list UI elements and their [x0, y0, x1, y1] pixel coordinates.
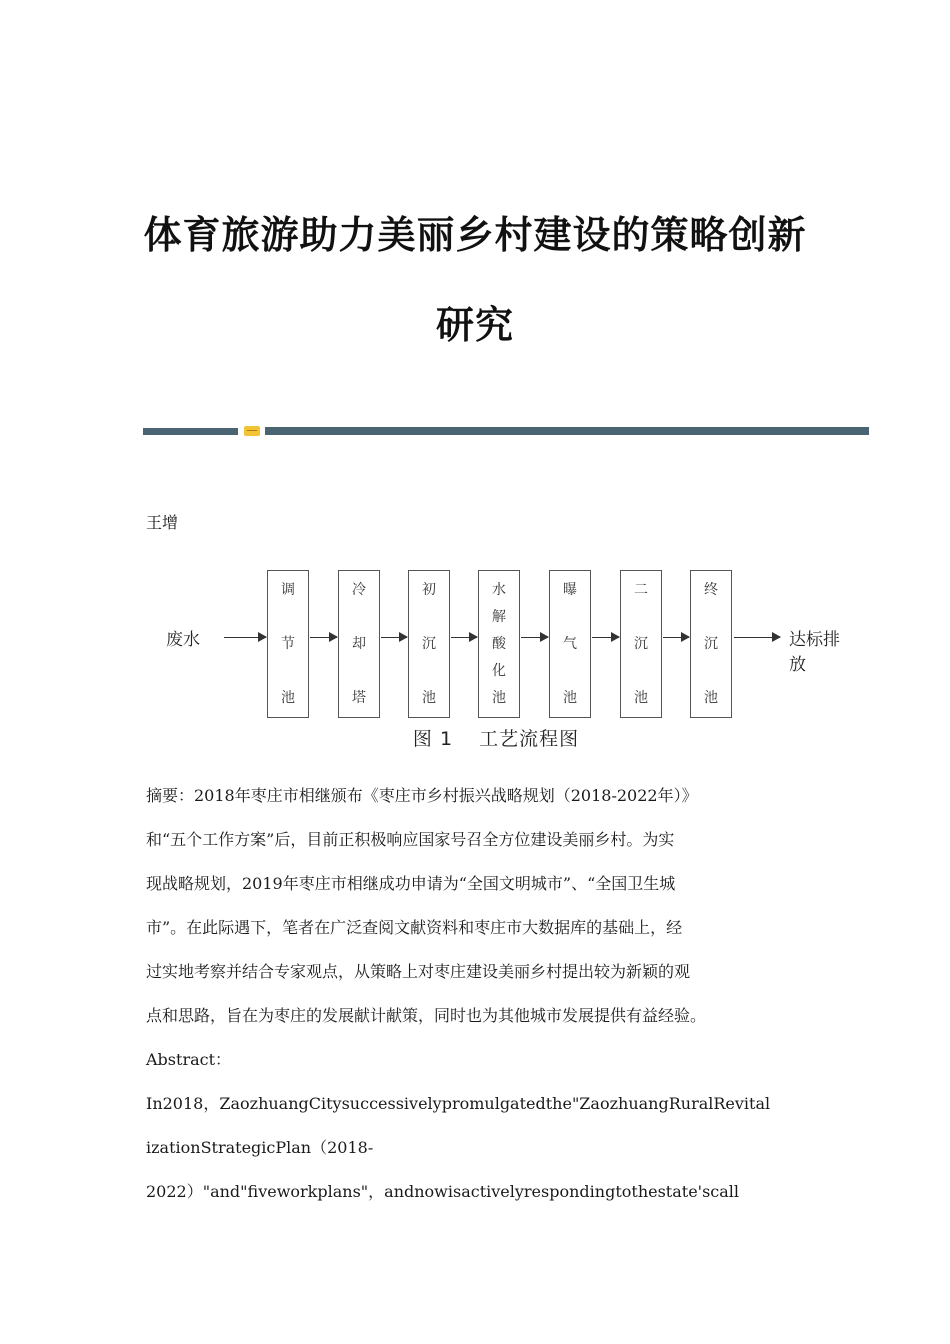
flow-arrow	[451, 637, 477, 638]
abstract-line: 摘要：2018年枣庄市相继颁布《枣庄市乡村振兴战略规划（2018-2022年）》	[146, 786, 698, 805]
abstract-line: 过实地考察并结合专家观点，从策略上对枣庄建设美丽乡村提出较为新颖的观	[146, 962, 691, 981]
stage-char: 化	[492, 663, 506, 679]
stage-char: 二	[634, 582, 648, 598]
flow-input-label: 废水	[166, 630, 200, 650]
figure-caption	[146, 724, 846, 751]
stage-char: 池	[563, 690, 577, 706]
abstract-line: 现战略规划，2019年枣庄市相继成功申请为“全国文明城市”、“全国卫生城	[146, 874, 676, 893]
abstract-heading: Abstract：	[146, 1050, 232, 1069]
document-title-line-2: 研究	[435, 303, 514, 347]
flow-stage	[690, 570, 732, 718]
flow-arrow	[381, 637, 407, 638]
divider-bar-left	[143, 428, 238, 435]
flow-arrow	[224, 637, 266, 638]
stage-char: 池	[704, 690, 718, 706]
stage-char: 气	[563, 636, 577, 652]
abstract-line: 点和思路，旨在为枣庄的发展献计献策，同时也为其他城市发展提供有益经验。	[146, 1006, 707, 1025]
flow-arrow	[592, 637, 619, 638]
stage-char: 塔	[352, 690, 366, 706]
divider-badge-icon	[244, 426, 260, 436]
stage-char: 池	[281, 690, 295, 706]
stage-char: 终	[704, 582, 718, 598]
abstract-line: izationStrategicPlan（2018-	[146, 1138, 374, 1157]
stage-char: 酸	[492, 636, 506, 652]
stage-char: 沉	[422, 636, 436, 652]
stage-char: 沉	[634, 636, 648, 652]
stage-char: 池	[422, 690, 436, 706]
flow-arrow	[521, 637, 548, 638]
abstract-line: 和“五个工作方案”后，目前正积极响应国家号召全方位建设美丽乡村。为实	[146, 830, 675, 849]
stage-char: 水	[492, 582, 506, 598]
stage-char: 却	[352, 636, 366, 652]
process-flow-figure	[146, 548, 846, 760]
stage-char: 节	[281, 636, 295, 652]
stage-char: 初	[422, 582, 436, 598]
flow-arrow	[310, 637, 337, 638]
figure-caption-number: 图 1	[412, 728, 454, 750]
document-title-line-1: 体育旅游助力美丽乡村建设的策略创新	[143, 213, 807, 257]
divider-bar-right	[265, 427, 869, 435]
author-name: 王增	[146, 513, 179, 532]
figure-caption-text: 工艺流程图	[479, 728, 580, 750]
stage-char: 冷	[352, 582, 366, 598]
flow-output-label: 达标排放	[789, 630, 840, 675]
flow-stage	[549, 570, 591, 718]
stage-char: 调	[281, 582, 295, 598]
flow-stage	[478, 570, 520, 718]
flow-stage	[620, 570, 662, 718]
stage-char: 池	[634, 690, 648, 706]
flow-stage	[338, 570, 380, 718]
flow-stage	[267, 570, 309, 718]
stage-char: 沉	[704, 636, 718, 652]
flow-arrow	[663, 637, 689, 638]
abstract-line: 2022）"and"fiveworkplans"，andnowisactivelyrespondingtothestate'scall	[146, 1182, 740, 1201]
stage-char: 解	[492, 609, 506, 625]
flow-arrow	[734, 637, 780, 638]
stage-char: 池	[492, 690, 506, 706]
abstract-line: 市”。在此际遇下，笔者在广泛查阅文献资料和枣庄市大数据库的基础上，经	[146, 918, 683, 937]
title-divider	[143, 426, 869, 436]
stage-char: 曝	[563, 582, 577, 598]
flow-stage	[408, 570, 450, 718]
abstract-line: In2018，ZaozhuangCitysuccessivelypromulgatedthe"ZaozhuangRuralRevital	[146, 1094, 771, 1113]
